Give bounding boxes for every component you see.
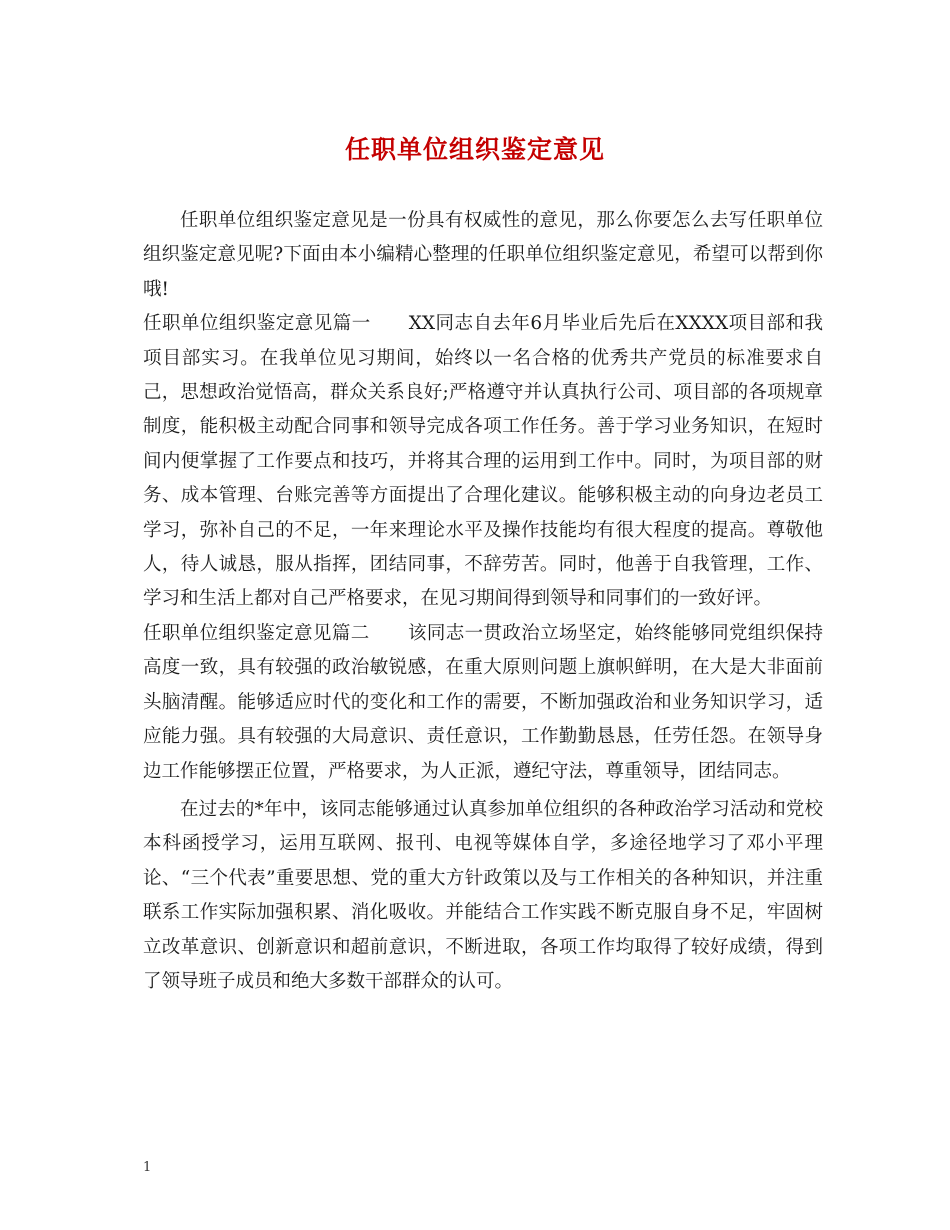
section-2-heading: 任职单位组织鉴定意见篇二 bbox=[143, 622, 370, 644]
section-2-text: 该同志一贯政治立场坚定，始终能够同党组织保持高度一致，具有较强的政治敏锐感，在重大原则问题上旗帜鲜明，在大是大非面前头脑清醒。能够适应时代的变化和工作的需要，不断加强政治和业务知识学习，适应能力强。具有较强的大局意识、责任意识，工作勤勤恳恳，任劳任怨。在领导身边工作能够摆正位置，严格要求，为人正派，遵纪守法，尊重领导，团结同志。 bbox=[143, 622, 823, 782]
document-title: 任职单位组织鉴定意见 bbox=[344, 135, 605, 164]
section-1-text: XX同志自去年6月毕业后先后在XXXX项目部和我项目部实习。在我单位见习期间，始终以一名合格的优秀共产党员的标准要求自己，思想政治觉悟高，群众关系良好;严格遵守并认真执行公司、项目部的各项规章制度，能积极主动配合同事和领导完成各项工作任务。善于学习业务知识，在短时间内便掌握了工作要点和技巧，并将其合理的运用到工作中。同时，为项目部的财务、成本管理、台账完善等方面提出了合理化建议。能够积极主动的向身边老员工学习，弥补自己的不足，一年来理论水平及操作技能均有很大程度的提高。尊敬他人，待人诚恳，服从指挥，团结同事，不辞劳苦。同时，他善于自我管理，工作、学习和生活上都对自己严格要求，在见习期间得到领导和同事们的一致好评。 bbox=[143, 313, 823, 610]
section-2 bbox=[143, 617, 823, 789]
document-body bbox=[143, 204, 823, 999]
section-1 bbox=[143, 307, 823, 617]
section-1-heading: 任职单位组织鉴定意见篇一 bbox=[143, 313, 371, 335]
section-2-paragraph-2: 在过去的*年中，该同志能够通过认真参加单位组织的各种政治学习活动和党校本科函授学习，运用互联网、报刊、电视等媒体自学，多途径地学习了邓小平理论、“三个代表”重要思想、党的重大方针政策以及与工作相关的各种知识，并注重联系工作实际加强积累、消化吸收。并能结合工作实践不断克服自身不足，牢固树立改革意识、创新意识和超前意识，不断进取，各项工作均取得了较好成绩，得到了领导班子成员和绝大多数干部群众的认可。 bbox=[143, 798, 823, 992]
intro-paragraph: 任职单位组织鉴定意见是一份具有权威性的意见，那么你要怎么去写任职单位组织鉴定意见呢?下面由本小编精心整理的任职单位组织鉴定意见，希望可以帮到你哦! bbox=[143, 210, 823, 300]
page-number: 1 bbox=[143, 1160, 152, 1175]
